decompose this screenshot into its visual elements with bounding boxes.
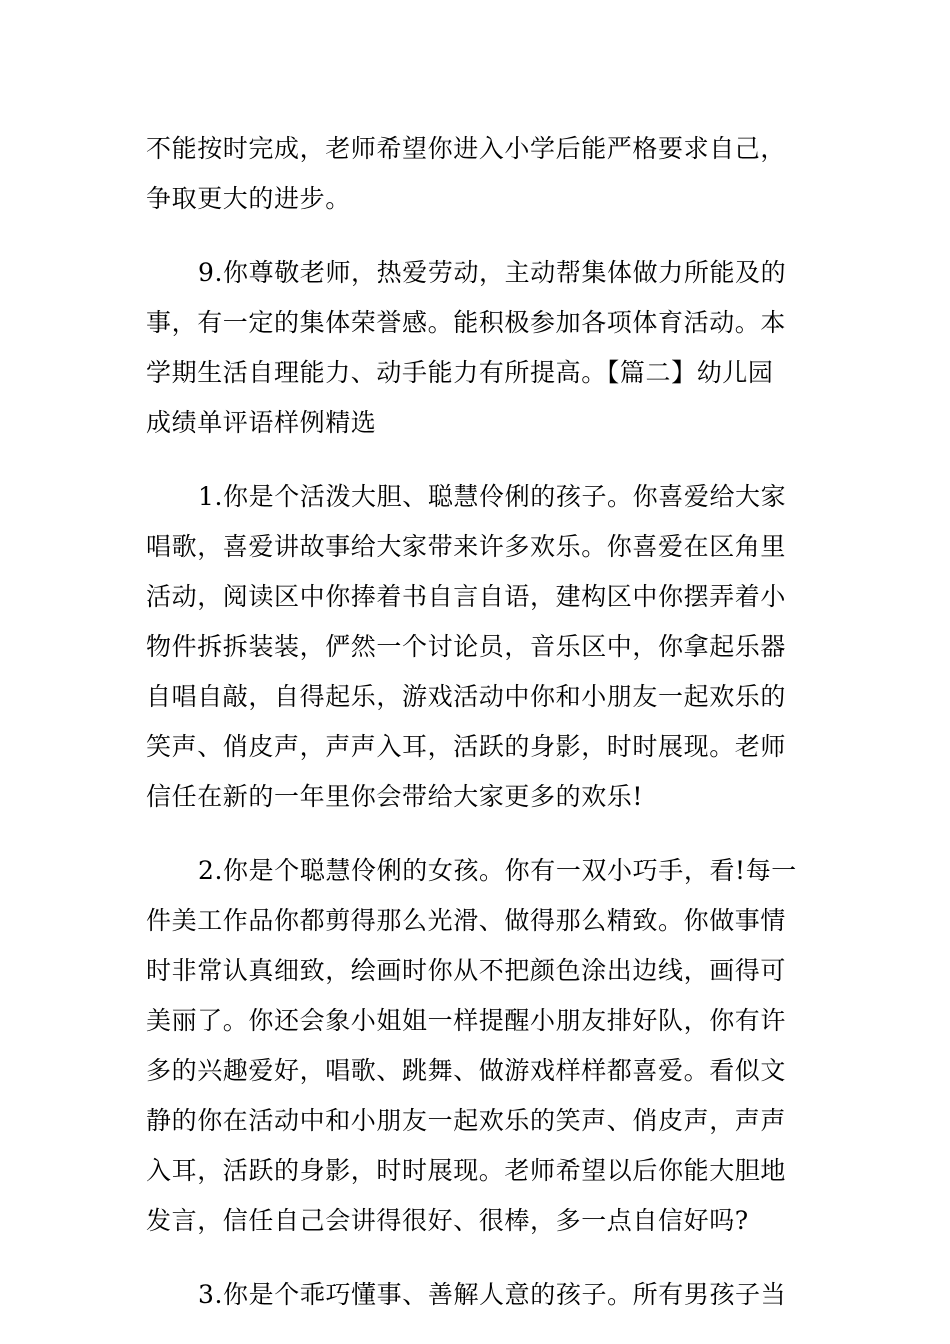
text-line: 静的你在活动中和小朋友一起欢乐的笑声、俏皮声，声声 xyxy=(146,1106,787,1135)
text-line: 入耳，活跃的身影，时时展现。老师希望以后你能大胆地 xyxy=(146,1156,787,1185)
text-line: 1.你是个活泼大胆、聪慧伶俐的孩子。你喜爱给大家 xyxy=(198,482,787,511)
text-line: 件美工作品你都剪得那么光滑、做得那么精致。你做事情 xyxy=(146,906,787,935)
text-line: 时非常认真细致，绘画时你从不把颜色涂出边线，画得可 xyxy=(146,956,787,985)
document-page xyxy=(146,124,806,1320)
paragraph-item-3 xyxy=(146,1270,806,1320)
text-line: 唱歌，喜爱讲故事给大家带来许多欢乐。你喜爱在区角里 xyxy=(146,532,787,561)
text-line: 物件拆拆装装，俨然一个讨论员，音乐区中，你拿起乐器 xyxy=(146,632,787,661)
paragraph-continued xyxy=(146,124,806,224)
text-line: 笑声、俏皮声，声声入耳，活跃的身影，时时展现。老师 xyxy=(146,732,787,761)
paragraph-item-9 xyxy=(146,248,806,448)
text-line: 争取更大的进步。 xyxy=(146,184,351,213)
text-line: 2.你是个聪慧伶俐的女孩。你有一双小巧手，看!每一 xyxy=(198,856,797,885)
text-line: 美丽了。你还会象小姐姐一样提醒小朋友排好队，你有许 xyxy=(146,1006,787,1035)
paragraph-item-2 xyxy=(146,846,806,1246)
text-line: 不能按时完成，老师希望你进入小学后能严格要求自己， xyxy=(146,134,787,163)
text-line: 9.你尊敬老师，热爱劳动，主动帮集体做力所能及的 xyxy=(198,258,787,287)
text-line: 多的兴趣爱好，唱歌、跳舞、做游戏样样都喜爱。看似文 xyxy=(146,1056,787,1085)
text-line: 学期生活自理能力、动手能力有所提高。【篇二】幼儿园 xyxy=(146,358,774,387)
text-line: 活动，阅读区中你捧着书自言自语，建构区中你摆弄着小 xyxy=(146,582,787,611)
text-line: 信任在新的一年里你会带给大家更多的欢乐! xyxy=(146,782,644,811)
text-line: 自唱自敲，自得起乐，游戏活动中你和小朋友一起欢乐的 xyxy=(146,682,787,711)
text-line: 成绩单评语样例精选 xyxy=(146,408,377,437)
text-line: 发言，信任自己会讲得很好、很棒，多一点自信好吗? xyxy=(146,1206,749,1235)
text-line: 事，有一定的集体荣誉感。能积极参加各项体育活动。本 xyxy=(146,308,787,337)
paragraph-item-1 xyxy=(146,472,806,822)
text-line: 3.你是个乖巧懂事、善解人意的孩子。所有男孩子当 xyxy=(198,1280,787,1309)
